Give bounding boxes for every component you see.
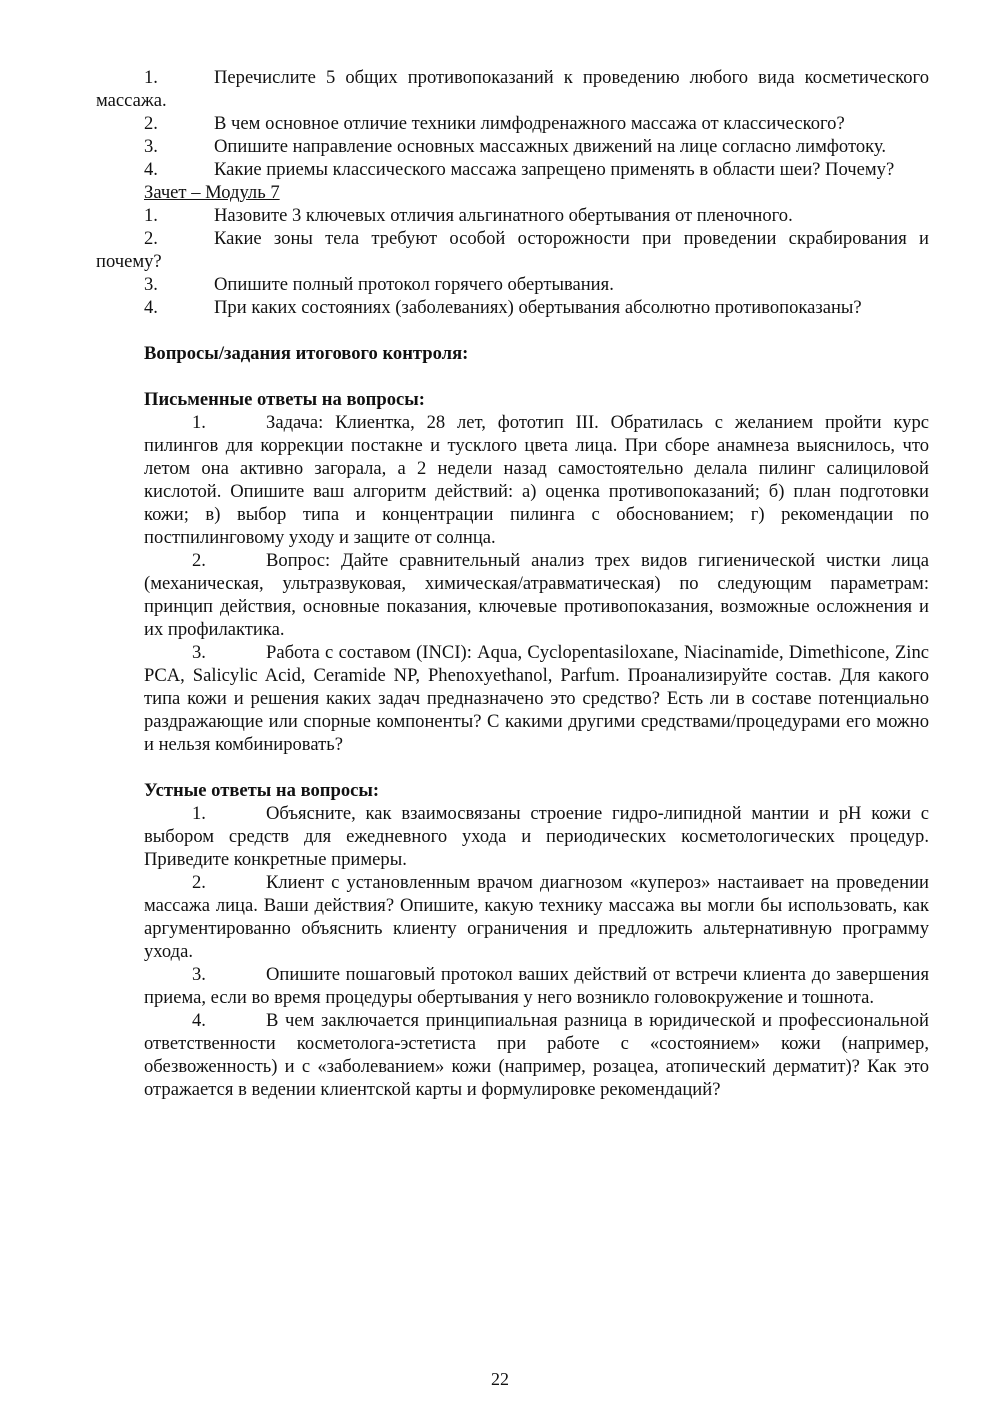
item-number: 1. (192, 803, 206, 824)
list-item (96, 273, 929, 296)
item-number: 4. (144, 297, 158, 318)
item-text: Задача: Клиентка, 28 лет, фототип III. Обратилась с желанием пройти курс пилингов для коррекции постакне и тусклого цвета лица. При сборе анамнеза выяснилось, что летом она активно загорала, а 2 недели назад самостоятельно делала пилинг салициловой кислотой. Опишите ваш алгоритм действий: а) оценка противопоказаний; б) план подготовки кожи; в) выбор типа и концентрации пилинга с обоснованием; г) рекомендации по постпилинговому уходу и защите от солнца. (144, 412, 929, 548)
item-number: 1. (144, 205, 158, 226)
list-item (144, 802, 929, 871)
list-item (96, 296, 929, 319)
list-item (96, 158, 929, 181)
list-item (96, 227, 929, 273)
item-number: 3. (144, 136, 158, 157)
item-number: 2. (192, 872, 206, 893)
list-item (96, 135, 929, 158)
module7-question-list (96, 204, 929, 319)
item-number: 2. (144, 113, 158, 134)
list-item (96, 112, 929, 135)
item-text: Перечислите 5 общих противопоказаний к проведению любого вида косметического массажа. (96, 67, 929, 111)
item-number: 3. (192, 964, 206, 985)
page-number: 22 (491, 1369, 509, 1389)
document-page (96, 66, 929, 1101)
item-text: Объясните, как взаимосвязаны строение гидро-липидной мантии и pH кожи с выбором средств для ежедневного ухода и периодических косметологических процедур. Приведите конкретные примеры. (144, 803, 929, 870)
item-text: При каких состояниях (заболеваниях) обертывания абсолютно противопоказаны? (214, 297, 862, 318)
item-text: Работа с составом (INCI): Aqua, Cyclopentasiloxane, Niacinamide, Dimethicone, Zinc PCA, Salicylic Acid, Ceramide NP, Phenoxyethanol, Parfum. Проанализируйте состав. Для какого типа кожи и решения каких задач предназначено это средство? Есть ли в составе потенциально раздражающие или спорные компоненты? С какими другими средствами/процедурами его можно и нельзя комбинировать? (144, 642, 929, 755)
list-item (96, 66, 929, 112)
item-text: Назовите 3 ключевых отличия альгинатного обертывания от пленочного. (214, 205, 793, 226)
item-number: 4. (192, 1010, 206, 1031)
module6-question-list (96, 66, 929, 181)
list-item (144, 871, 929, 963)
list-item (96, 204, 929, 227)
item-text: В чем основное отличие техники лимфодренажного массажа от классического? (214, 113, 845, 134)
item-text: Какие приемы классического массажа запрещено применять в области шеи? Почему? (214, 159, 895, 180)
item-number: 2. (192, 550, 206, 571)
item-number: 3. (192, 642, 206, 663)
list-item (144, 641, 929, 756)
item-number: 2. (144, 228, 158, 249)
item-text: Опишите полный протокол горячего обертывания. (214, 274, 614, 295)
list-item (144, 1009, 929, 1101)
item-number: 4. (144, 159, 158, 180)
module7-heading: Зачет – Модуль 7 (144, 182, 280, 203)
list-item (144, 411, 929, 549)
final-control-heading: Вопросы/задания итогового контроля: (144, 343, 469, 364)
list-item (144, 549, 929, 641)
item-number: 1. (192, 412, 206, 433)
item-number: 1. (144, 67, 158, 88)
written-question-list (144, 411, 929, 756)
oral-answers-heading: Устные ответы на вопросы: (144, 780, 380, 801)
item-number: 3. (144, 274, 158, 295)
written-answers-heading: Письменные ответы на вопросы: (144, 389, 425, 410)
oral-question-list (144, 802, 929, 1101)
item-text: Опишите пошаговый протокол ваших действий от встречи клиента до завершения приема, если во время процедуры обертывания у него возникло головокружение и тошнота. (144, 964, 929, 1008)
item-text: Опишите направление основных массажных движений на лице согласно лимфотоку. (214, 136, 887, 157)
item-text: Вопрос: Дайте сравнительный анализ трех видов гигиенической чистки лица (механическая, ультразвуковая, химическая/атравматическая) по следующим параметрам: принцип действия, основные показания, ключевые противопоказания, возможные осложнения и их профилактика. (144, 550, 929, 640)
item-text: Клиент с установленным врачом диагнозом «купероз» настаивает на проведении массажа лица. Ваши действия? Опишите, какую технику массажа вы могли бы использовать, как аргументированно объяснить клиенту ограничения и предложить альтернативную программу ухода. (144, 872, 929, 962)
item-text: Какие зоны тела требуют особой осторожности при проведении скрабирования и почему? (96, 228, 929, 272)
item-text: В чем заключается принципиальная разница в юридической и профессиональной ответственности косметолога-эстетиста при работе с «состоянием» кожи (например, обезвоженность) и с «заболеванием» кожи (например, розацеа, атопический дерматит)? Как это отражается в ведении клиентской карты и формулировке рекомендаций? (144, 1010, 929, 1100)
list-item (144, 963, 929, 1009)
